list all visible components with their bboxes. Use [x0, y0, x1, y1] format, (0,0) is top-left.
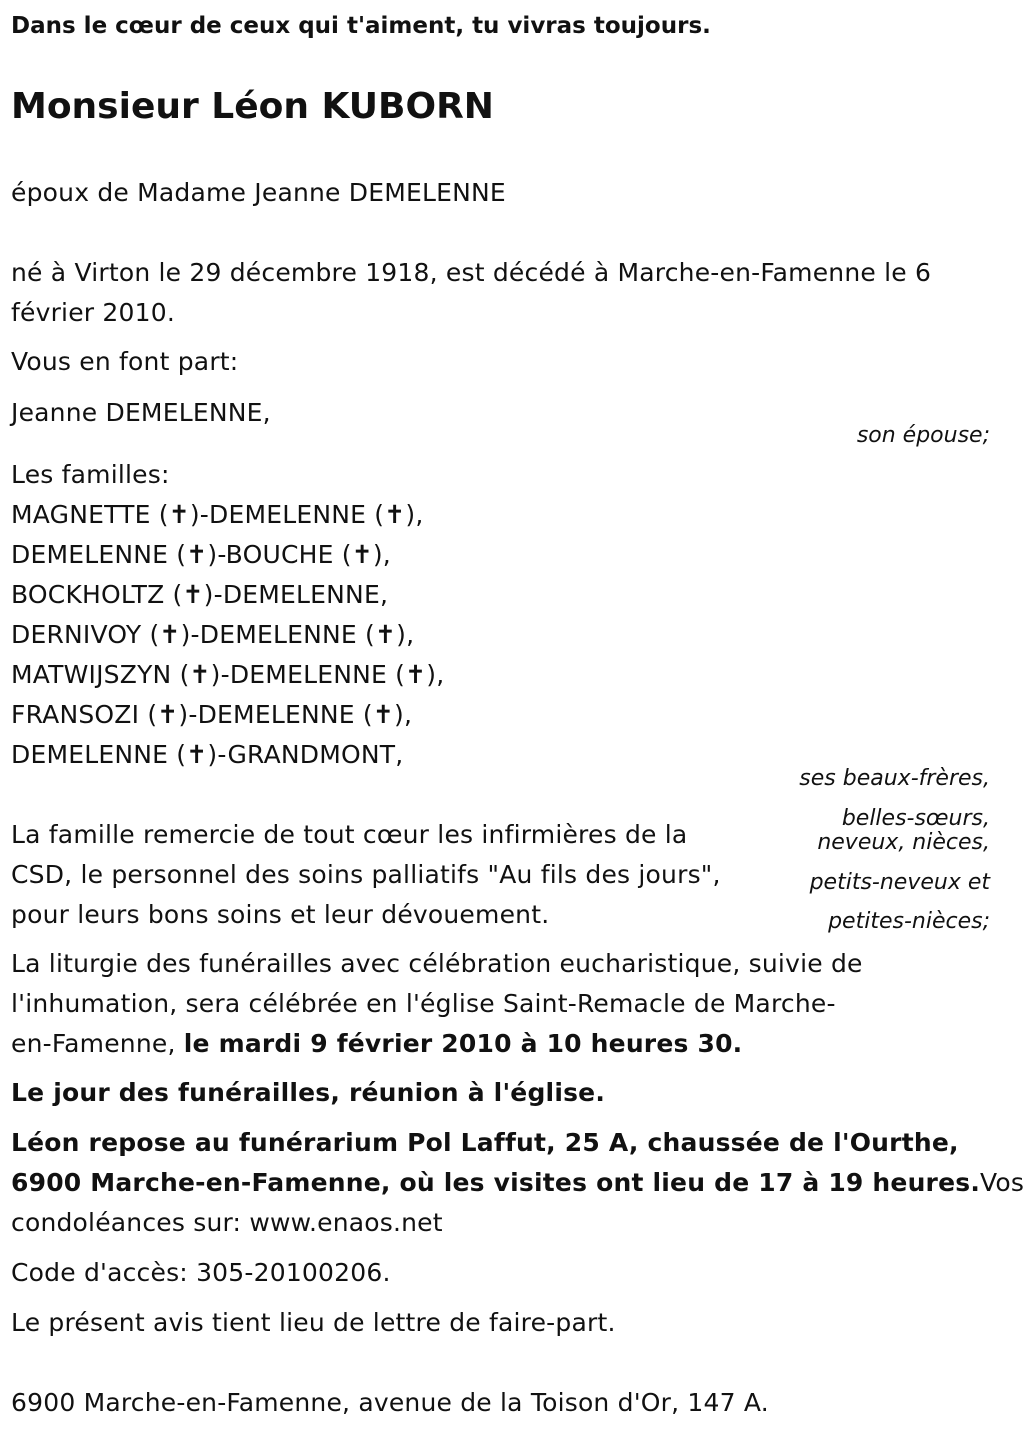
address-line: 6900 Marche-en-Famenne, avenue de la Toison d'Or, 147 A.: [11, 1388, 769, 1417]
motto: Dans le cœur de ceux qui t'aiment, tu vivras toujours.: [11, 13, 711, 39]
wife-role: son épouse;: [856, 423, 990, 448]
announce-line: Vous en font part:: [11, 347, 239, 376]
family-entry: DEMELENNE (✝)-GRANDMONT,: [11, 740, 404, 769]
thanks-line-1: La famille remercie de tout cœur les infirmières de la: [11, 820, 688, 849]
liturgy-datetime: le mardi 9 février 2010 à 10 heures 30.: [183, 1029, 743, 1058]
liturgy-line-2: l'inhumation, sera célébrée en l'église Saint-Remacle de Marche-: [11, 989, 836, 1018]
family-entry: FRANSOZI (✝)-DEMELENNE (✝),: [11, 700, 413, 729]
family-entry: DERNIVOY (✝)-DEMELENNE (✝),: [11, 620, 415, 649]
condolences-prefix: Vos: [980, 1168, 1024, 1197]
family-entry: DEMELENNE (✝)-BOUCHE (✝),: [11, 540, 391, 569]
family-entry: MAGNETTE (✝)-DEMELENNE (✝),: [11, 500, 424, 529]
family-entry: MATWIJSZYN (✝)-DEMELENNE (✝),: [11, 660, 445, 689]
family-entry: BOCKHOLTZ (✝)-DEMELENNE,: [11, 580, 389, 609]
visit-hours: 6900 Marche-en-Famenne, où les visites ont lieu de 17 à 19 heures.: [11, 1168, 981, 1197]
liturgy-place: en-Famenne,: [11, 1029, 184, 1058]
family-role: neveux, nièces,: [817, 830, 990, 855]
thanks-line-3: pour leurs bons soins et leur dévouement.: [11, 900, 550, 929]
birth-death-line-2: février 2010.: [11, 298, 175, 327]
notice-line: Le présent avis tient lieu de lettre de faire-part.: [11, 1308, 616, 1337]
thanks-line-2: CSD, le personnel des soins palliatifs "Au fils des jours",: [11, 860, 721, 889]
liturgy-line-1: La liturgie des funérailles avec célébration eucharistique, suivie de: [11, 949, 863, 978]
condolences-line: condoléances sur: www.enaos.net: [11, 1208, 443, 1237]
access-code: Code d'accès: 305-20100206.: [11, 1258, 391, 1287]
family-role: belles-sœurs,: [841, 806, 990, 831]
funeral-home-line-1: Léon repose au funérarium Pol Laffut, 25 A, chaussée de l'Ourthe,: [11, 1128, 959, 1157]
families-heading: Les familles:: [11, 460, 170, 489]
family-role: ses beaux-frères,: [799, 766, 990, 791]
spouse-line: époux de Madame Jeanne DEMELENNE: [11, 178, 506, 207]
family-role: petites-nièces;: [828, 909, 990, 934]
meeting-line: Le jour des funérailles, réunion à l'église.: [11, 1078, 606, 1107]
birth-death-line-1: né à Virton le 29 décembre 1918, est décédé à Marche-en-Famenne le 6: [11, 258, 932, 287]
liturgy-line-3: [11, 1024, 742, 1064]
deceased-name: Monsieur Léon KUBORN: [11, 86, 494, 127]
family-role: petits-neveux et: [809, 870, 990, 895]
wife-name: Jeanne DEMELENNE,: [11, 398, 271, 427]
funeral-home-line-2: [11, 1163, 1024, 1203]
